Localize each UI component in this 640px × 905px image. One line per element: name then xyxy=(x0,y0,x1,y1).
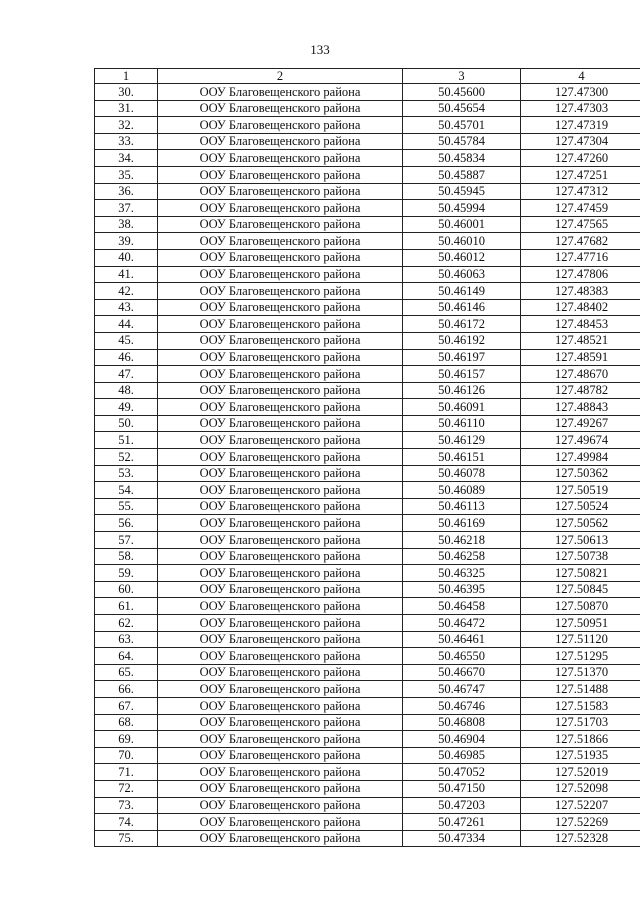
organization-cell: ООУ Благовещенского района xyxy=(158,631,403,648)
longitude-cell: 127.51866 xyxy=(521,731,640,748)
organization-cell: ООУ Благовещенского района xyxy=(158,332,403,349)
page-number: 133 xyxy=(310,42,330,57)
organization-cell: ООУ Благовещенского района xyxy=(158,84,403,101)
latitude-cell: 50.46670 xyxy=(403,664,521,681)
longitude-cell: 127.51295 xyxy=(521,648,640,665)
organization-cell: ООУ Благовещенского района xyxy=(158,399,403,416)
table-row xyxy=(95,780,640,797)
table-row xyxy=(95,299,640,316)
table-row xyxy=(95,731,640,748)
table-row xyxy=(95,548,640,565)
row-number-cell: 71. xyxy=(95,764,158,781)
table-row xyxy=(95,117,640,134)
row-number-cell: 39. xyxy=(95,233,158,250)
organization-cell: ООУ Благовещенского района xyxy=(158,482,403,499)
longitude-cell: 127.50845 xyxy=(521,581,640,598)
row-number-cell: 48. xyxy=(95,382,158,399)
table-row xyxy=(95,565,640,582)
longitude-cell: 127.47806 xyxy=(521,266,640,283)
latitude-cell: 50.45784 xyxy=(403,133,521,150)
latitude-cell: 50.46258 xyxy=(403,548,521,565)
organization-cell: ООУ Благовещенского района xyxy=(158,133,403,150)
latitude-cell: 50.47052 xyxy=(403,764,521,781)
longitude-cell: 127.50362 xyxy=(521,465,640,482)
latitude-cell: 50.46395 xyxy=(403,581,521,598)
table-row xyxy=(95,166,640,183)
row-number-cell: 61. xyxy=(95,598,158,615)
organization-cell: ООУ Благовещенского района xyxy=(158,382,403,399)
organization-cell: ООУ Благовещенского района xyxy=(158,664,403,681)
table-row xyxy=(95,84,640,101)
organization-cell: ООУ Благовещенского района xyxy=(158,780,403,797)
longitude-cell: 127.49674 xyxy=(521,432,640,449)
longitude-cell: 127.52207 xyxy=(521,797,640,814)
organization-cell: ООУ Благовещенского района xyxy=(158,283,403,300)
longitude-cell: 127.52019 xyxy=(521,764,640,781)
table-row xyxy=(95,200,640,217)
row-number-cell: 49. xyxy=(95,399,158,416)
table-row xyxy=(95,764,640,781)
longitude-cell: 127.51935 xyxy=(521,747,640,764)
longitude-cell: 127.52328 xyxy=(521,830,640,847)
latitude-cell: 50.46747 xyxy=(403,681,521,698)
column-header-4: 4 xyxy=(521,69,640,84)
organization-cell: ООУ Благовещенского района xyxy=(158,266,403,283)
organization-cell: ООУ Благовещенского района xyxy=(158,764,403,781)
table-row xyxy=(95,249,640,266)
table-row xyxy=(95,316,640,333)
table-row xyxy=(95,648,640,665)
organization-cell: ООУ Благовещенского района xyxy=(158,515,403,532)
table-row xyxy=(95,216,640,233)
longitude-cell: 127.50738 xyxy=(521,548,640,565)
table-row xyxy=(95,233,640,250)
row-number-cell: 60. xyxy=(95,581,158,598)
longitude-cell: 127.47304 xyxy=(521,133,640,150)
longitude-cell: 127.49984 xyxy=(521,449,640,466)
organization-cell: ООУ Благовещенского района xyxy=(158,415,403,432)
row-number-cell: 35. xyxy=(95,166,158,183)
longitude-cell: 127.52269 xyxy=(521,814,640,831)
latitude-cell: 50.46146 xyxy=(403,299,521,316)
organization-cell: ООУ Благовещенского района xyxy=(158,100,403,117)
organization-cell: ООУ Благовещенского района xyxy=(158,316,403,333)
longitude-cell: 127.48521 xyxy=(521,332,640,349)
latitude-cell: 50.46985 xyxy=(403,747,521,764)
row-number-cell: 55. xyxy=(95,498,158,515)
organization-cell: ООУ Благовещенского района xyxy=(158,249,403,266)
table-row xyxy=(95,681,640,698)
latitude-cell: 50.46192 xyxy=(403,332,521,349)
table-body xyxy=(95,84,640,847)
table-row xyxy=(95,332,640,349)
table-row xyxy=(95,714,640,731)
longitude-cell: 127.49267 xyxy=(521,415,640,432)
row-number-cell: 58. xyxy=(95,548,158,565)
organization-cell: ООУ Благовещенского района xyxy=(158,548,403,565)
organization-cell: ООУ Благовещенского района xyxy=(158,797,403,814)
table-row xyxy=(95,482,640,499)
row-number-cell: 31. xyxy=(95,100,158,117)
organization-cell: ООУ Благовещенского района xyxy=(158,814,403,831)
row-number-cell: 44. xyxy=(95,316,158,333)
longitude-cell: 127.48453 xyxy=(521,316,640,333)
organization-cell: ООУ Благовещенского района xyxy=(158,830,403,847)
table-row xyxy=(95,598,640,615)
latitude-cell: 50.47203 xyxy=(403,797,521,814)
latitude-cell: 50.46110 xyxy=(403,415,521,432)
table-row xyxy=(95,664,640,681)
row-number-cell: 74. xyxy=(95,814,158,831)
row-number-cell: 42. xyxy=(95,283,158,300)
row-number-cell: 66. xyxy=(95,681,158,698)
row-number-cell: 33. xyxy=(95,133,158,150)
latitude-cell: 50.46472 xyxy=(403,615,521,632)
organization-cell: ООУ Благовещенского района xyxy=(158,366,403,383)
longitude-cell: 127.47682 xyxy=(521,233,640,250)
latitude-cell: 50.46149 xyxy=(403,283,521,300)
organization-cell: ООУ Благовещенского района xyxy=(158,233,403,250)
longitude-cell: 127.51583 xyxy=(521,697,640,714)
latitude-cell: 50.46089 xyxy=(403,482,521,499)
column-header-2: 2 xyxy=(158,69,403,84)
table-row xyxy=(95,415,640,432)
organization-cell: ООУ Благовещенского района xyxy=(158,166,403,183)
organization-cell: ООУ Благовещенского района xyxy=(158,731,403,748)
row-number-cell: 53. xyxy=(95,465,158,482)
longitude-cell: 127.48402 xyxy=(521,299,640,316)
latitude-cell: 50.46001 xyxy=(403,216,521,233)
latitude-cell: 50.46113 xyxy=(403,498,521,515)
row-number-cell: 47. xyxy=(95,366,158,383)
latitude-cell: 50.46904 xyxy=(403,731,521,748)
column-header-1: 1 xyxy=(95,69,158,84)
longitude-cell: 127.52098 xyxy=(521,780,640,797)
row-number-cell: 45. xyxy=(95,332,158,349)
organization-cell: ООУ Благовещенского района xyxy=(158,648,403,665)
latitude-cell: 50.46078 xyxy=(403,465,521,482)
row-number-cell: 43. xyxy=(95,299,158,316)
latitude-cell: 50.45994 xyxy=(403,200,521,217)
latitude-cell: 50.46129 xyxy=(403,432,521,449)
organization-cell: ООУ Благовещенского района xyxy=(158,216,403,233)
row-number-cell: 70. xyxy=(95,747,158,764)
table-row xyxy=(95,814,640,831)
row-number-cell: 72. xyxy=(95,780,158,797)
row-number-cell: 40. xyxy=(95,249,158,266)
row-number-cell: 32. xyxy=(95,117,158,134)
latitude-cell: 50.46550 xyxy=(403,648,521,665)
row-number-cell: 65. xyxy=(95,664,158,681)
longitude-cell: 127.48383 xyxy=(521,283,640,300)
latitude-cell: 50.47150 xyxy=(403,780,521,797)
latitude-cell: 50.45600 xyxy=(403,84,521,101)
organization-cell: ООУ Благовещенского района xyxy=(158,498,403,515)
table-row xyxy=(95,498,640,515)
organization-cell: ООУ Благовещенского района xyxy=(158,681,403,698)
row-number-cell: 57. xyxy=(95,532,158,549)
organization-cell: ООУ Благовещенского района xyxy=(158,598,403,615)
row-number-cell: 63. xyxy=(95,631,158,648)
table-row xyxy=(95,515,640,532)
longitude-cell: 127.47459 xyxy=(521,200,640,217)
table-row xyxy=(95,100,640,117)
table-row xyxy=(95,697,640,714)
organization-cell: ООУ Благовещенского района xyxy=(158,449,403,466)
longitude-cell: 127.51488 xyxy=(521,681,640,698)
longitude-cell: 127.50519 xyxy=(521,482,640,499)
organization-cell: ООУ Благовещенского района xyxy=(158,432,403,449)
latitude-cell: 50.46126 xyxy=(403,382,521,399)
longitude-cell: 127.50821 xyxy=(521,565,640,582)
table-row xyxy=(95,382,640,399)
row-number-cell: 51. xyxy=(95,432,158,449)
longitude-cell: 127.47300 xyxy=(521,84,640,101)
latitude-cell: 50.45701 xyxy=(403,117,521,134)
latitude-cell: 50.47261 xyxy=(403,814,521,831)
latitude-cell: 50.46325 xyxy=(403,565,521,582)
latitude-cell: 50.45887 xyxy=(403,166,521,183)
organization-cell: ООУ Благовещенского района xyxy=(158,581,403,598)
table-row xyxy=(95,432,640,449)
row-number-cell: 37. xyxy=(95,200,158,217)
latitude-cell: 50.46157 xyxy=(403,366,521,383)
longitude-cell: 127.47312 xyxy=(521,183,640,200)
row-number-cell: 50. xyxy=(95,415,158,432)
table-row xyxy=(95,797,640,814)
organization-cell: ООУ Благовещенского района xyxy=(158,565,403,582)
latitude-cell: 50.45834 xyxy=(403,150,521,167)
row-number-cell: 41. xyxy=(95,266,158,283)
longitude-cell: 127.48670 xyxy=(521,366,640,383)
longitude-cell: 127.47260 xyxy=(521,150,640,167)
longitude-cell: 127.50870 xyxy=(521,598,640,615)
longitude-cell: 127.51120 xyxy=(521,631,640,648)
row-number-cell: 30. xyxy=(95,84,158,101)
row-number-cell: 46. xyxy=(95,349,158,366)
latitude-cell: 50.46218 xyxy=(403,532,521,549)
row-number-cell: 52. xyxy=(95,449,158,466)
longitude-cell: 127.47319 xyxy=(521,117,640,134)
longitude-cell: 127.47716 xyxy=(521,249,640,266)
table-row xyxy=(95,366,640,383)
coordinates-table xyxy=(94,68,640,847)
organization-cell: ООУ Благовещенского района xyxy=(158,117,403,134)
row-number-cell: 67. xyxy=(95,697,158,714)
table-row xyxy=(95,399,640,416)
table-row xyxy=(95,631,640,648)
organization-cell: ООУ Благовещенского района xyxy=(158,299,403,316)
organization-cell: ООУ Благовещенского района xyxy=(158,349,403,366)
table-row xyxy=(95,133,640,150)
organization-cell: ООУ Благовещенского района xyxy=(158,150,403,167)
latitude-cell: 50.46151 xyxy=(403,449,521,466)
table-row xyxy=(95,581,640,598)
row-number-cell: 62. xyxy=(95,615,158,632)
latitude-cell: 50.45945 xyxy=(403,183,521,200)
table-row xyxy=(95,615,640,632)
table-row xyxy=(95,150,640,167)
longitude-cell: 127.47565 xyxy=(521,216,640,233)
row-number-cell: 34. xyxy=(95,150,158,167)
row-number-cell: 75. xyxy=(95,830,158,847)
latitude-cell: 50.46808 xyxy=(403,714,521,731)
row-number-cell: 68. xyxy=(95,714,158,731)
latitude-cell: 50.46010 xyxy=(403,233,521,250)
longitude-cell: 127.51370 xyxy=(521,664,640,681)
longitude-cell: 127.51703 xyxy=(521,714,640,731)
longitude-cell: 127.50613 xyxy=(521,532,640,549)
organization-cell: ООУ Благовещенского района xyxy=(158,615,403,632)
latitude-cell: 50.46063 xyxy=(403,266,521,283)
latitude-cell: 50.46197 xyxy=(403,349,521,366)
latitude-cell: 50.47334 xyxy=(403,830,521,847)
table-row xyxy=(95,283,640,300)
row-number-cell: 36. xyxy=(95,183,158,200)
table-row xyxy=(95,183,640,200)
longitude-cell: 127.48782 xyxy=(521,382,640,399)
table-row xyxy=(95,747,640,764)
organization-cell: ООУ Благовещенского района xyxy=(158,532,403,549)
table-row xyxy=(95,266,640,283)
column-header-3: 3 xyxy=(403,69,521,84)
row-number-cell: 64. xyxy=(95,648,158,665)
organization-cell: ООУ Благовещенского района xyxy=(158,697,403,714)
table-row xyxy=(95,532,640,549)
latitude-cell: 50.46458 xyxy=(403,598,521,615)
longitude-cell: 127.50951 xyxy=(521,615,640,632)
organization-cell: ООУ Благовещенского района xyxy=(158,200,403,217)
organization-cell: ООУ Благовещенского района xyxy=(158,183,403,200)
row-number-cell: 69. xyxy=(95,731,158,748)
row-number-cell: 38. xyxy=(95,216,158,233)
row-number-cell: 59. xyxy=(95,565,158,582)
latitude-cell: 50.46172 xyxy=(403,316,521,333)
longitude-cell: 127.47303 xyxy=(521,100,640,117)
table-row xyxy=(95,830,640,847)
latitude-cell: 50.46091 xyxy=(403,399,521,416)
latitude-cell: 50.45654 xyxy=(403,100,521,117)
longitude-cell: 127.47251 xyxy=(521,166,640,183)
latitude-cell: 50.46169 xyxy=(403,515,521,532)
row-number-cell: 56. xyxy=(95,515,158,532)
table-header-row xyxy=(95,69,640,84)
longitude-cell: 127.50562 xyxy=(521,515,640,532)
longitude-cell: 127.50524 xyxy=(521,498,640,515)
longitude-cell: 127.48843 xyxy=(521,399,640,416)
table-row xyxy=(95,349,640,366)
latitude-cell: 50.46746 xyxy=(403,697,521,714)
organization-cell: ООУ Благовещенского района xyxy=(158,747,403,764)
latitude-cell: 50.46461 xyxy=(403,631,521,648)
organization-cell: ООУ Благовещенского района xyxy=(158,465,403,482)
row-number-cell: 73. xyxy=(95,797,158,814)
longitude-cell: 127.48591 xyxy=(521,349,640,366)
latitude-cell: 50.46012 xyxy=(403,249,521,266)
table-row xyxy=(95,449,640,466)
row-number-cell: 54. xyxy=(95,482,158,499)
organization-cell: ООУ Благовещенского района xyxy=(158,714,403,731)
table-row xyxy=(95,465,640,482)
